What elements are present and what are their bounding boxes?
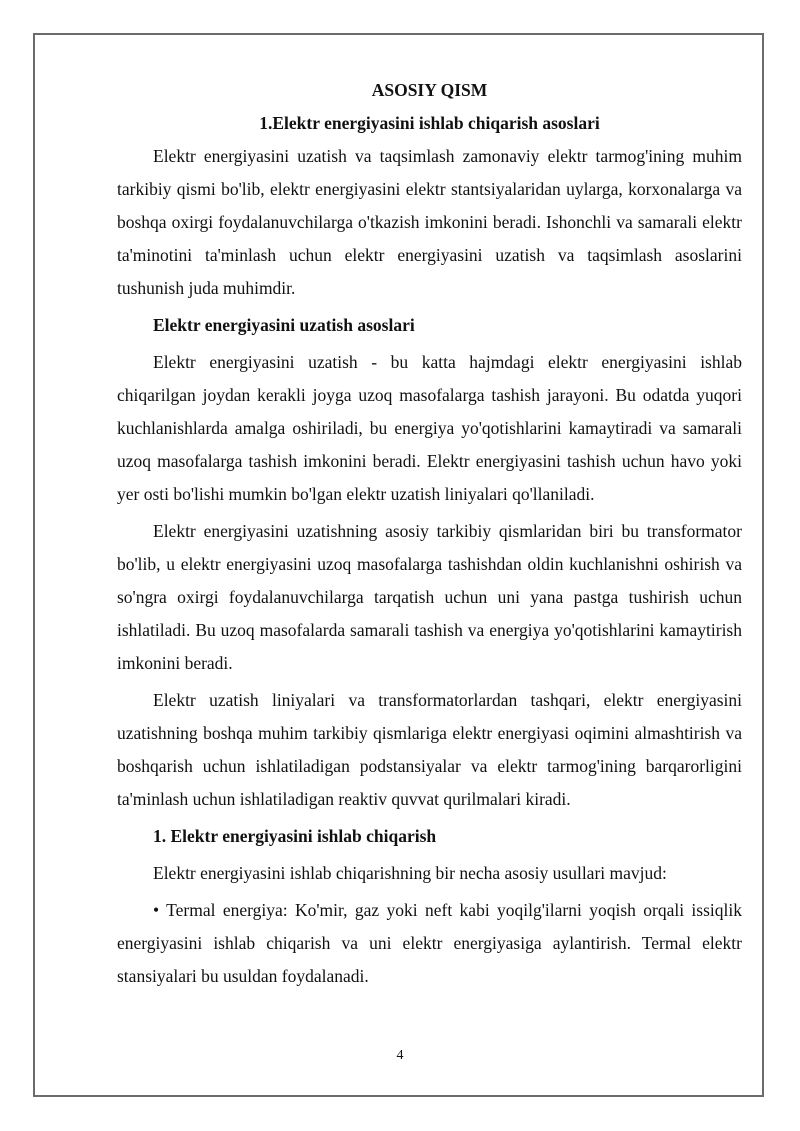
chapter-title: 1.Elektr energiyasini ishlab chiqarish asoslari: [259, 113, 600, 133]
subheading-generation: 1. Elektr energiyasini ishlab chiqarish: [153, 826, 437, 846]
paragraph-methods-intro: Elektr energiyasini ishlab chiqarishning bir necha asosiy usullari mavjud:: [153, 863, 667, 883]
paragraph-transmission: Elektr energiyasini uzatish - bu katta hajmdagi elektr energiyasini ishlab chiqarilgan joydan kerakli joyga uzoq masofalarga tashish jarayoni. Bu odatda yuqori kuchlanishlarda amalga oshiriladi, bu energiya yo'qotishlarini kamaytiradi va samarali uzoq masofalarga tashish imkonini beradi. Elektr energiyasini tashish uchun havo yoki yer osti bo'lishi mumkin bo'lgan elektr uzatish liniyalari qo'llaniladi.: [117, 352, 742, 504]
list-item-thermal-energy: • Termal energiya: Ko'mir, gaz yoki neft kabi yoqilg'ilarni yoqish orqali issiqlik energiyasini ishlab chiqarish va uni elektr energiyasiga aylantirish. Termal elektr stansiyalari bu usuldan foydalanadi.: [117, 900, 742, 986]
page-content: [117, 74, 742, 993]
paragraph-transformer: Elektr energiyasini uzatishning asosiy tarkibiy qismlaridan biri bu transformator bo'lib, u elektr energiyasini uzoq masofalarga tashishdan oldin kuchlanishni oshirish va so'ngra oxirgi foydalanuvchilarga tarqatish uchun uni yana pastga tushirish uchun ishlatiladi. Bu uzoq masofalarda samarali tashish va energiya yo'qotishlarini kamaytirish imkonini beradi.: [117, 521, 742, 673]
paragraph-intro: Elektr energiyasini uzatish va taqsimlash zamonaviy elektr tarmog'ining muhim tarkibiy qismi bo'lib, elektr energiyasini elektr stantsiyalaridan uylarga, korxonalarga va boshqa oxirgi foydalanuvchilarga o'tkazish imkonini beradi. Ishonchli va samarali elektr ta'minotini ta'minlash uchun elektr energiyasini uzatish va taqsimlash asoslarini tushunish juda muhimdir.: [117, 146, 742, 298]
paragraph-substations: Elektr uzatish liniyalari va transformatorlardan tashqari, elektr energiyasini uzatishning boshqa muhim tarkibiy qismlariga elektr energiyasi oqimini almashtirish va boshqarish uchun ishlatiladigan podstansiyalar va elektr tarmog'ining barqarorligini ta'minlash uchun ishlatiladigan reaktiv quvvat qurilmalari kiradi.: [117, 690, 742, 809]
page-number: 4: [396, 1048, 404, 1063]
subheading-transmission-basics: Elektr energiyasini uzatish asoslari: [153, 315, 415, 335]
section-title: ASOSIY QISM: [371, 80, 488, 100]
